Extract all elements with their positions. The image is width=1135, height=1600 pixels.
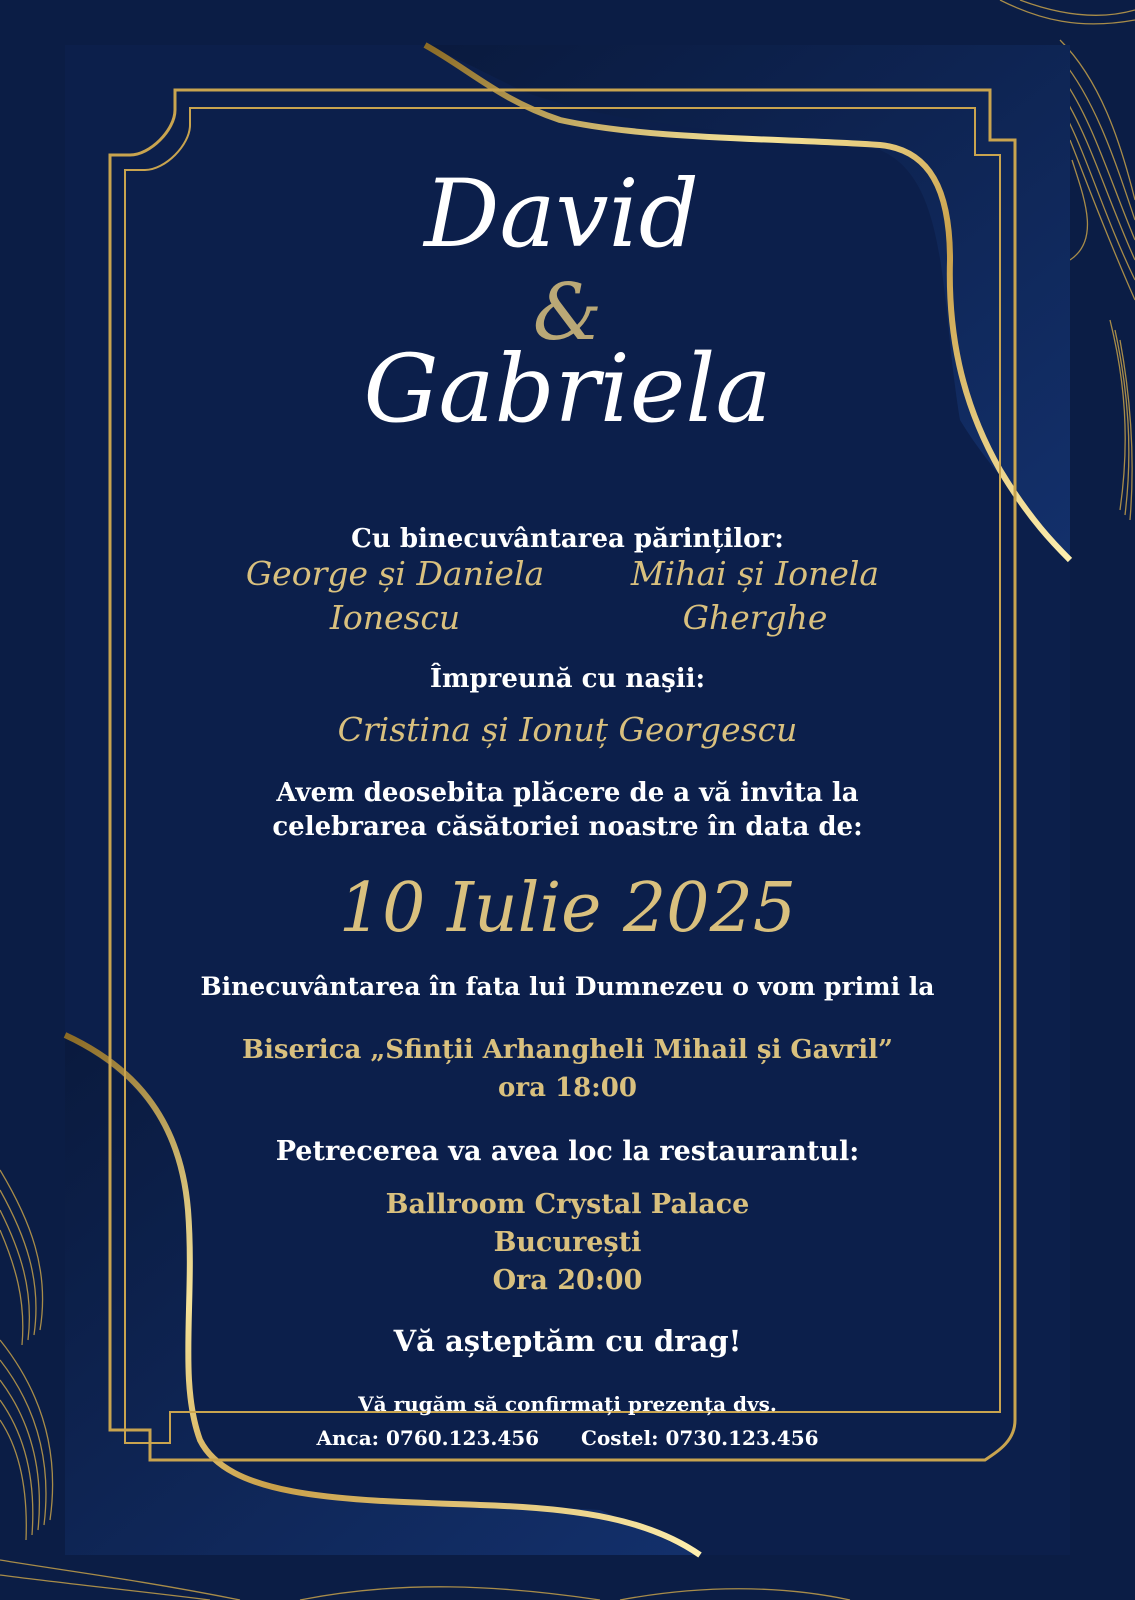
- parents-left: [230, 552, 560, 640]
- rsvp-contact-costel: Costel: 0730.123.456: [581, 1426, 819, 1450]
- party-city: București: [493, 1227, 642, 1258]
- closing-message: Vă așteptăm cu drag!: [393, 1324, 742, 1358]
- rsvp-line: Vă rugăm să confirmați prezența dvs.: [358, 1392, 777, 1416]
- party-intro: Petrecerea va avea loc la restaurantul:: [275, 1136, 860, 1167]
- ampersand: &: [532, 268, 603, 358]
- parents-right: [590, 552, 920, 640]
- church-name: Biserica „Sfinții Arhangheli Mihail și Gavril”: [242, 1035, 893, 1065]
- parents-left-line2: Ionescu: [329, 598, 461, 637]
- parents-right-line1: Mihai și Ionela: [630, 554, 880, 593]
- parents-right-line2: Gherghe: [682, 598, 828, 637]
- party-time: Ora 20:00: [492, 1265, 643, 1296]
- parents-heading: Cu binecuvântarea părinților:: [351, 524, 784, 554]
- godparents-heading: Împreună cu naşii:: [429, 664, 706, 694]
- wedding-date: 10 Iulie 2025: [338, 869, 797, 948]
- rsvp-contact-anca: Anca: 0760.123.456: [316, 1426, 540, 1450]
- rsvp-contacts: [0, 1426, 1135, 1450]
- party-venue: Ballroom Crystal Palace: [385, 1189, 750, 1220]
- bride-name: Gabriela: [363, 335, 772, 444]
- invitation-line1: Avem deosebita plăcere de a vă invita la: [276, 778, 859, 808]
- parents-left-line1: George și Daniela: [245, 554, 545, 593]
- church-intro: Binecuvântarea în fata lui Dumnezeu o vom primi la: [200, 972, 935, 1001]
- church-time: ora 18:00: [498, 1073, 637, 1103]
- invitation-line2: celebrarea căsătoriei noastre în data de:: [272, 812, 863, 842]
- groom-name: David: [424, 160, 699, 269]
- godparents-names: Cristina și Ionuț Georgescu: [337, 710, 798, 749]
